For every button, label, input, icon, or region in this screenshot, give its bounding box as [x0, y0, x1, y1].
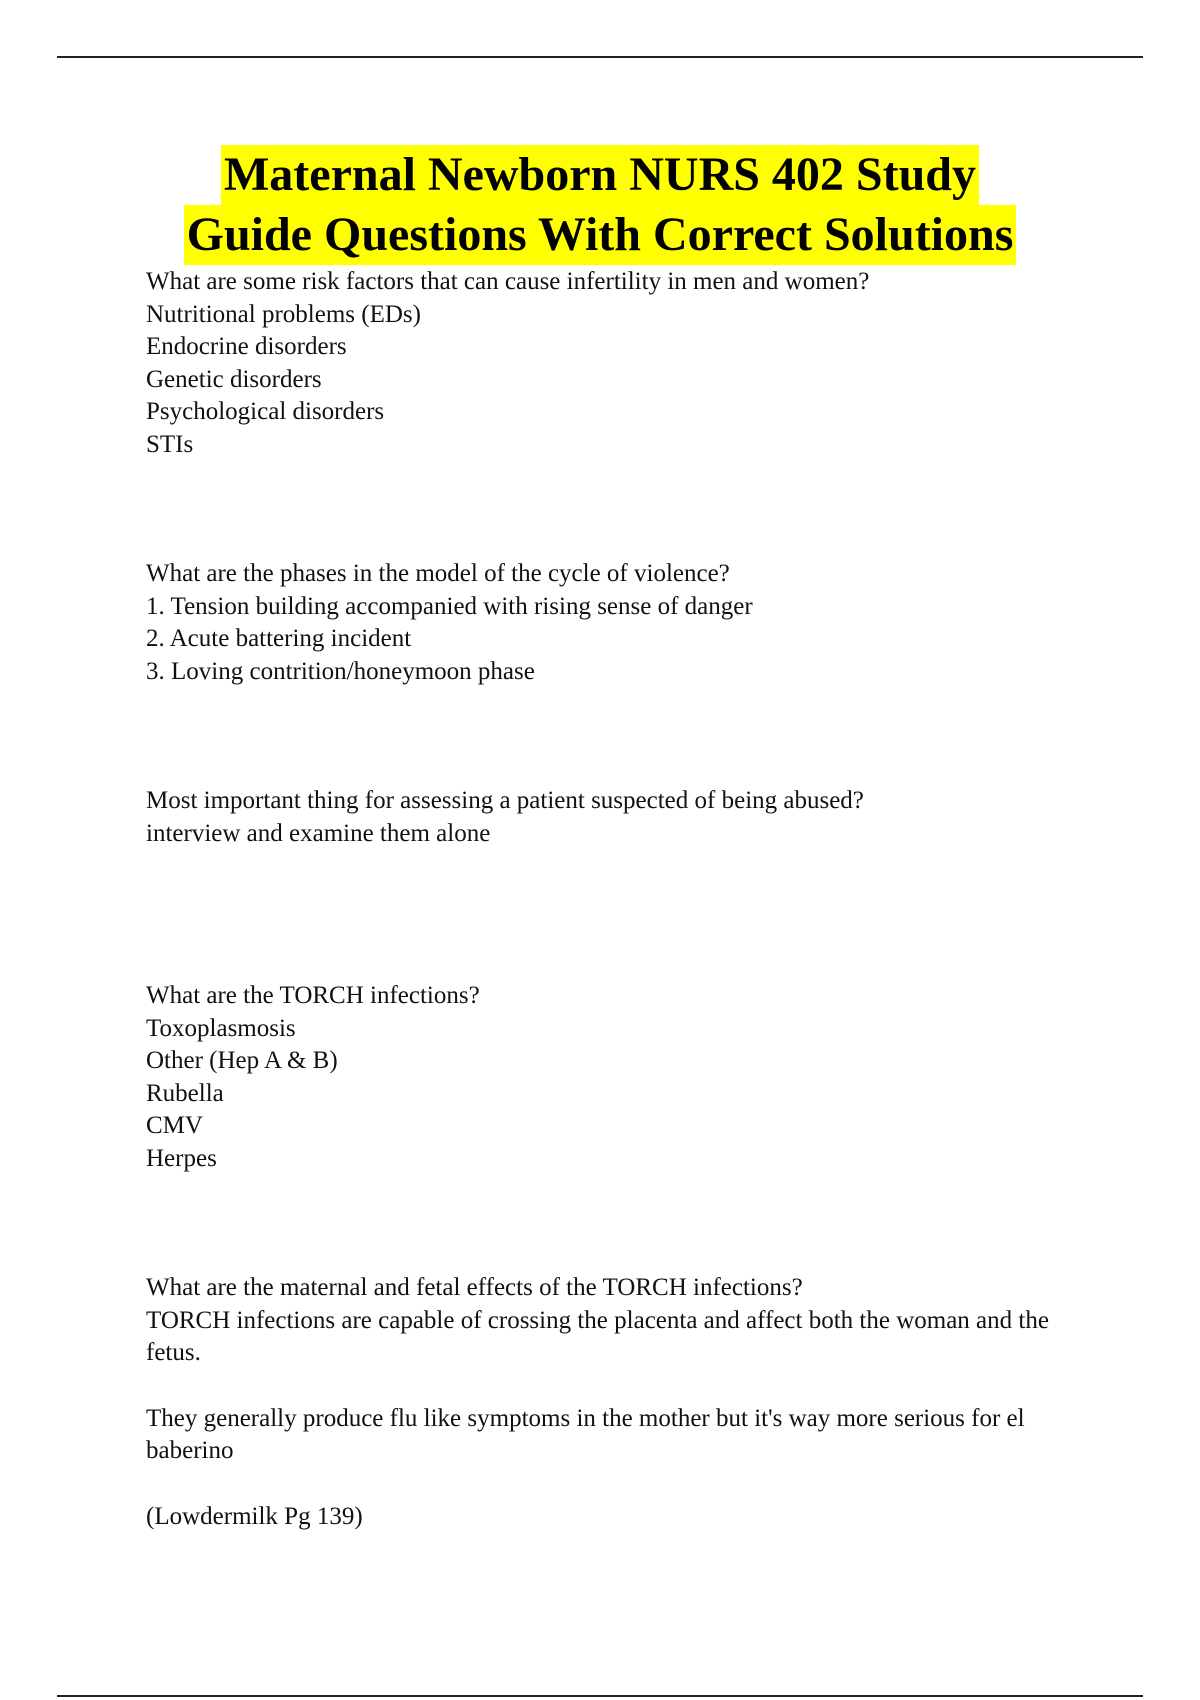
spacer	[146, 1468, 1106, 1501]
answer-line: Genetic disorders	[146, 365, 322, 393]
spacer	[146, 947, 1106, 980]
document-title	[0, 145, 1200, 265]
title-line-1: Maternal Newborn NURS 402 Study	[221, 145, 979, 205]
answer-line: 1. Tension building accompanied with rising sense of danger	[146, 592, 753, 620]
answer-line: Psychological disorders	[146, 398, 385, 425]
answer-paragraph: TORCH infections are capable of crossing the placenta and affect both the woman and the fetus.	[146, 1306, 1049, 1366]
qa-item-infertility	[146, 266, 1106, 461]
spacer	[146, 688, 1106, 785]
answer-line: Toxoplasmosis	[146, 1014, 296, 1042]
spacer	[146, 1175, 1106, 1272]
answer-line: STIs	[146, 430, 194, 458]
answer-line: CMV	[146, 1112, 203, 1139]
question-text: What are the TORCH infections?	[146, 982, 480, 1009]
question-text: Most important thing for assessing a patient suspected of being abused?	[146, 787, 864, 814]
answer-paragraph: They generally produce flu like symptoms in the mother but it's way more serious for el baberino	[146, 1404, 1025, 1464]
spacer	[146, 850, 1106, 947]
header-rule	[57, 56, 1143, 58]
question-text: What are the phases in the model of the cycle of violence?	[146, 560, 730, 587]
qa-item-torch-infections	[146, 980, 1106, 1175]
answer-line: Herpes	[146, 1144, 217, 1172]
spacer	[146, 1370, 1106, 1403]
answer-line: Other (Hep A & B)	[146, 1047, 338, 1074]
answer-line: Rubella	[146, 1079, 224, 1107]
answer-line: interview and examine them alone	[146, 819, 491, 847]
qa-item-torch-effects	[146, 1272, 1106, 1533]
study-guide-body	[146, 266, 1106, 1533]
answer-line: Endocrine disorders	[146, 333, 347, 360]
qa-item-cycle-of-violence	[146, 558, 1106, 688]
spacer	[146, 461, 1106, 558]
answer-line: 3. Loving contrition/honeymoon phase	[146, 657, 535, 685]
answer-line: Nutritional problems (EDs)	[146, 300, 421, 328]
title-line-2: Guide Questions With Correct Solutions	[184, 205, 1017, 265]
question-text: What are the maternal and fetal effects of the TORCH infections?	[146, 1274, 803, 1301]
answer-line: 2. Acute battering incident	[146, 625, 412, 652]
qa-item-abuse-assessment	[146, 785, 1106, 850]
citation-text: (Lowdermilk Pg 139)	[146, 1502, 363, 1530]
question-text: What are some risk factors that can cause infertility in men and women?	[146, 268, 870, 295]
footer-rule	[57, 1695, 1143, 1697]
